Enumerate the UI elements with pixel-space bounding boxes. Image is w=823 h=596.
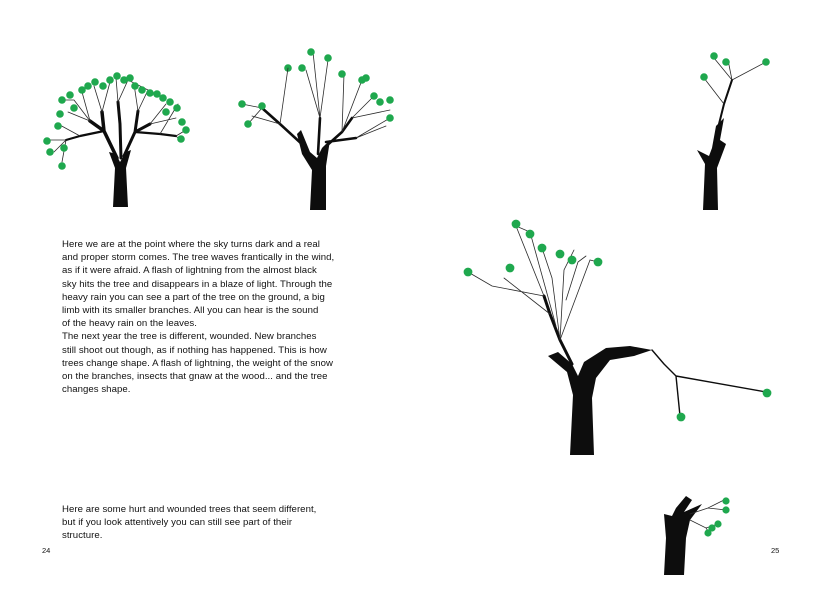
text-line: The next year the tree is different, wounded. New branches (62, 331, 317, 343)
text-line: of the heavy rain on the leaves. (62, 318, 197, 330)
tree-wounded-large (464, 220, 772, 455)
text-line: limb with its smaller branches. All you can hear is the sound (62, 305, 319, 317)
text-line: trees change shape. A flash of lightning, the weight of the snow (62, 357, 333, 369)
tree-sparse-crown (238, 48, 394, 210)
story-paragraph (62, 238, 334, 396)
text-line: Here are some hurt and wounded trees that seem different, (62, 504, 317, 515)
text-line: as if it were afraid. A flash of lightning from the almost black (62, 265, 317, 277)
tree-broken-top (697, 52, 770, 210)
text-line: structure. (62, 530, 103, 542)
tree-small-stump (664, 496, 730, 575)
text-line: heavy rain you can see a part of the tree on the ground, a big (62, 291, 325, 303)
text-line: but if you look attentively you can still see part of their (62, 517, 293, 529)
text-line: sky hits the tree and disappears in a blaze of light. Through the (62, 278, 333, 290)
text-line: changes shape. (62, 384, 131, 396)
caption-paragraph (62, 503, 316, 543)
text-line: and proper storm comes. The tree waves frantically in the wind, (62, 252, 335, 264)
page-number-right: 25 (771, 546, 780, 555)
tree-full-crown (43, 72, 190, 207)
text-line: still shoot out though, as if nothing has happened. This is how (62, 344, 327, 356)
text-line: Here we are at the point where the sky turns dark and a real (62, 239, 320, 250)
page-number-left: 24 (42, 546, 51, 555)
text-line: on the branches, insects that gnaw at the wood... and the tree (62, 371, 328, 383)
